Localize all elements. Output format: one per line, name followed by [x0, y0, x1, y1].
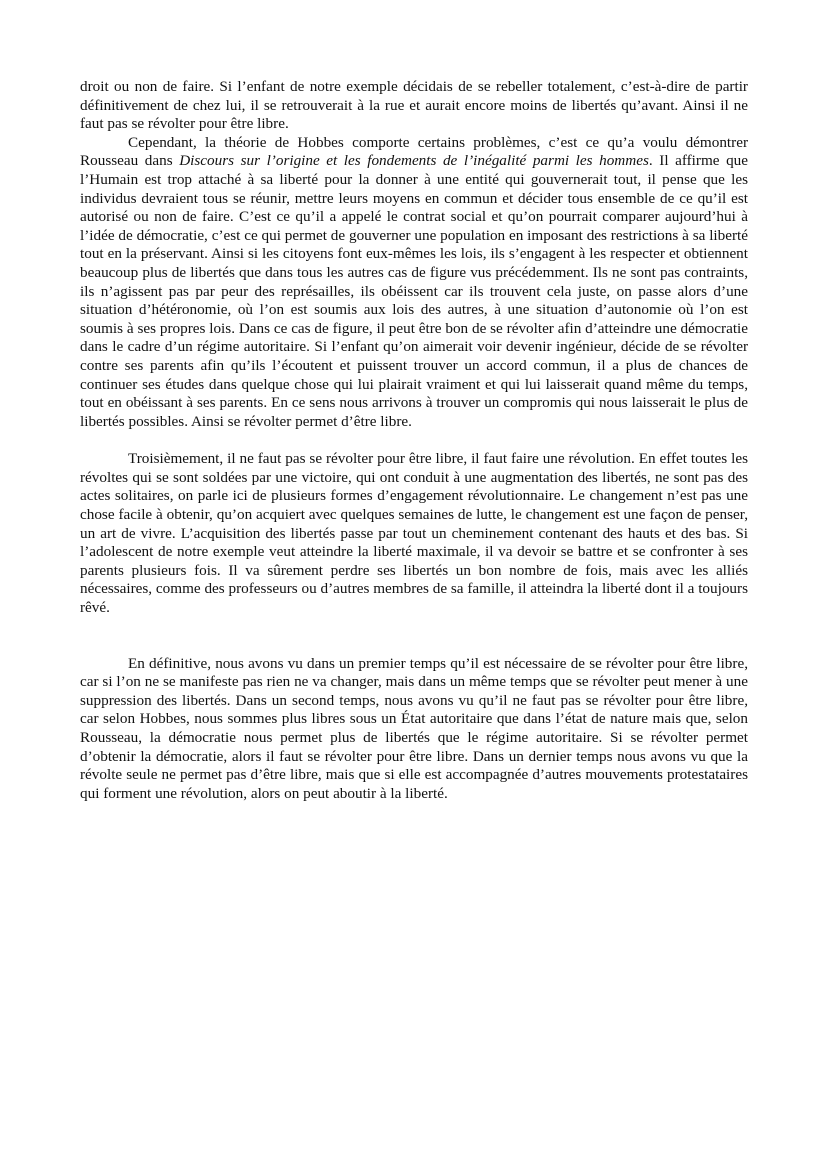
paragraph-spacer	[80, 618, 748, 655]
paragraph-text: En définitive, nous avons vu dans un premier temps qu’il est nécessaire de se révolter pour être libre, car si l’on ne se manifeste pas rien ne va changer, mais dans un même temps que se révolter peut mener à une suppression des libertés. Dans un second temps, nous avons vu qu’il ne faut pas se révolter pour être libre, car selon Hobbes, nous sommes plus libres sous un État autoritaire que dans l’état de nature mais que, selon Rousseau, la démocratie nous permet plus de libertés que le régime autoritaire. Si se révolter permet d’obtenir la démocratie, alors il faut se révolter pour être libre. Dans un dernier temps nous avons vu que la révolte seule ne permet pas d’être libre, mais que si elle est accompagnée d’autres mouvements protestataires qui forment une révolution, alors on peut aboutir à la liberté.	[80, 654, 748, 802]
paragraph-text: Cependant, la théorie de Hobbes comporte certains problèmes, c’est ce qu’a voulu démontrer Rousseau dans	[80, 133, 748, 170]
paragraph-spacer	[80, 431, 748, 450]
paragraph-rousseau	[80, 134, 748, 432]
paragraph-continuation	[80, 78, 748, 134]
book-title: Discours sur l’origine et les fondements de l’inégalité parmi les hommes	[179, 152, 649, 170]
paragraph-text: Troisièmement, il ne faut pas se révolter pour être libre, il faut faire une révolution. En effet toutes les révoltes qui se sont soldées par une victoire, qui ont conduit à une augmentation des libertés, ne sont pas des actes solitaires, on parle ici de plusieurs formes d’engagement révolutionnaire. Le changement n’est pas une chose facile à obtenir, qu’on acquiert avec quelques semaines de lutte, le changement est une façon de penser, un art de vivre. L’acquisition des libertés passe par tout un cheminement contenant des hauts et des bas. Si l’adolescent de notre exemple veut atteindre la liberté maximale, il va devoir se battre et se confronter à ses parents plusieurs fois. Il va sûrement perdre ses libertés un bon nombre de fois, mais avec les alliés nécessaires, comme des professeurs ou d’autres membres de sa famille, il atteindra la liberté dont il a toujours rêvé.	[80, 450, 748, 617]
paragraph-text: . Il affirme que l’Humain est trop attaché à sa liberté pour la donner à une entité qui gouvernerait tout, il pense que les individus devraient tous se réunir, mettre leurs moyens en commun et décider tous ensemble de ce qu’il est autorisé ou non de faire. C’est ce qu’il a appelé le contrat social et qu’on pourrait comparer aujourd’hui à l’idée de démocratie, c’est ce qui permet de gouverner une population en imposant des restrictions à sa liberté tout en la préservant. Ainsi si les citoyens font eux-mêmes les lois, ils s’engagent à les respecter et obtiennent beaucoup plus de libertés que dans tous les autres cas de figure vus précédemment. Ils ne sont pas contraints, ils n’agissent pas par peur des représailles, ils obéissent car ils trouvent cela juste, on passe alors d’une situation d’hétéronomie, où l’on est soumis aux lois des autres, à une situation d’autonomie où l’on est soumis à ses propres lois. Dans ce cas de figure, il peut être bon de se révolter afin d’atteindre une démocratie dans le cadre d’un régime autoritaire. Si l’enfant qu’on aimerait voir devenir ingénieur, décide de se révolter contre ses parents afin qu’ils l’écoutent et puissent trouver un accord commun, il a plus de chances de continuer ses études dans quelque chose qui lui plairait vraiment et qui lui laisserait quand même du temps, tout en obéissant à ses parents. En ce sens nous arrivons à trouver un compromis qui nous laisserait le plus de libertés possibles. Ainsi se révolter permet d’être libre.	[80, 152, 749, 430]
paragraph-conclusion	[80, 655, 748, 804]
document-page	[80, 78, 748, 803]
paragraph-text: droit ou non de faire. Si l’enfant de notre exemple décidais de se rebeller totalement, c’est-à-dire de partir définitivement de chez lui, il se retrouverait à la rue et aurait encore moins de libertés qu’avant. Ainsi il ne faut pas se révolter pour être libre.	[80, 78, 748, 133]
paragraph-third-part	[80, 450, 748, 617]
